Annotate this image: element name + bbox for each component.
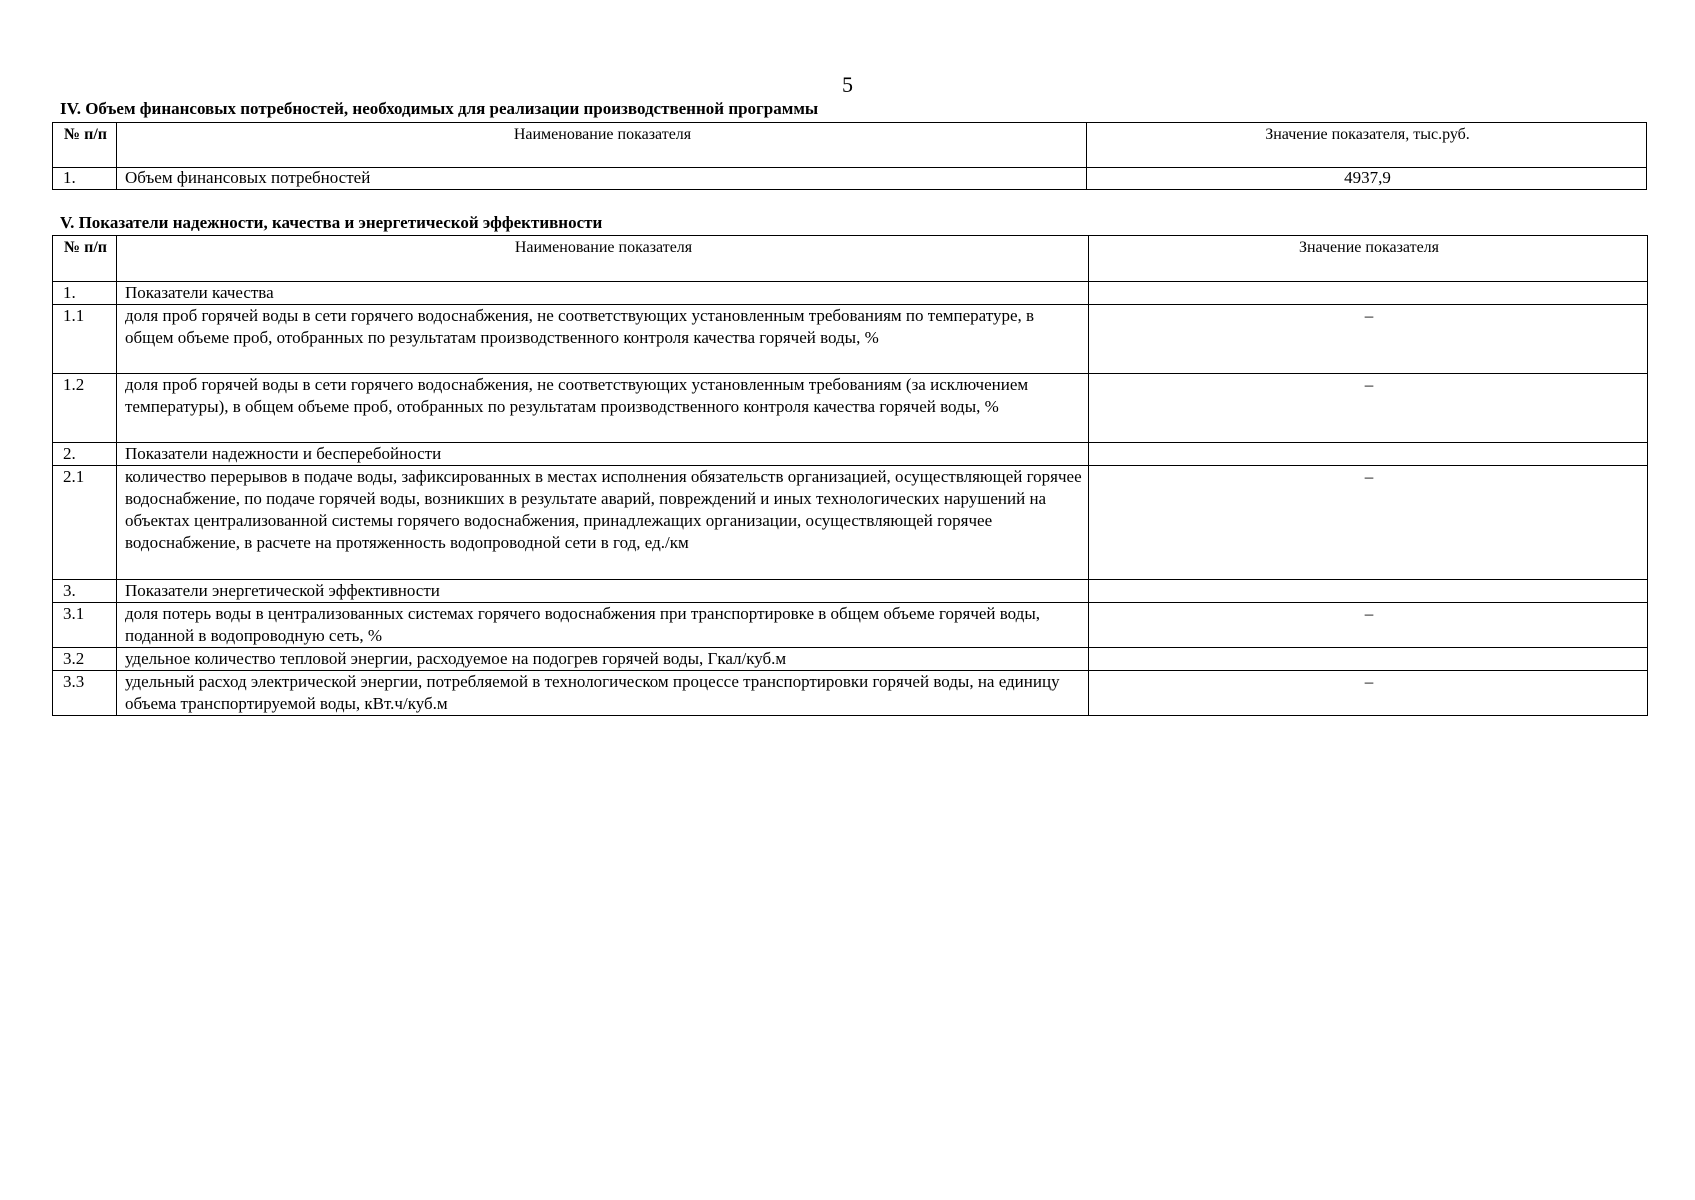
row-name: количество перерывов в подаче воды, зафиксированных в местах исполнения обязательств организацией, осуществляющей горячее водоснабжение, по подаче горячей воды, возникших в результате аварий, повреждений и иных технологических нарушений на объектах централизованной системы горячего водоснабжения, принадлежащих организации, осуществляющей горячее водоснабжение, в расчете на протяженность водопроводной сети в год, ед./км [117, 466, 1089, 580]
table-row [53, 374, 1648, 443]
row-num: 2. [53, 443, 117, 466]
header-value: Значение показателя, тыс.руб. [1087, 123, 1647, 168]
section-iv-title: IV. Объем финансовых потребностей, необходимых для реализации производственной программы [60, 99, 819, 118]
header-value: Значение показателя [1089, 236, 1648, 282]
row-name: удельное количество тепловой энергии, расходуемое на подогрев горячей воды, Гкал/куб.м [117, 648, 1089, 671]
row-value: – [1089, 466, 1648, 580]
row-name: Показатели энергетической эффективности [117, 580, 1089, 603]
row-value: 4937,9 [1087, 168, 1647, 190]
table-header-row [53, 123, 1647, 168]
row-name: Объем финансовых потребностей [117, 168, 1087, 190]
table-row [53, 671, 1648, 716]
row-num: 3.1 [53, 603, 117, 648]
row-value [1089, 580, 1648, 603]
table-row [53, 282, 1648, 305]
row-value: – [1089, 671, 1648, 716]
row-value: – [1089, 305, 1648, 374]
table-row [53, 580, 1648, 603]
table-row [53, 443, 1648, 466]
header-num: № п/п [53, 236, 117, 282]
row-num: 1.2 [53, 374, 117, 443]
row-value [1089, 282, 1648, 305]
row-value [1089, 648, 1648, 671]
row-value: – [1089, 374, 1648, 443]
header-name: Наименование показателя [117, 123, 1087, 168]
header-name: Наименование показателя [117, 236, 1089, 282]
header-num: № п/п [53, 123, 117, 168]
row-num: 2.1 [53, 466, 117, 580]
table-row [53, 648, 1648, 671]
table-row [53, 466, 1648, 580]
financial-needs-table [52, 122, 1647, 190]
row-name: Показатели надежности и бесперебойности [117, 443, 1089, 466]
row-num: 1. [53, 168, 117, 190]
row-name: удельный расход электрической энергии, потребляемой в технологическом процессе транспортировки горячей воды, на единицу объема транспортируемой воды, кВт.ч/куб.м [117, 671, 1089, 716]
table-header-row [53, 236, 1648, 282]
row-name: доля потерь воды в централизованных системах горячего водоснабжения при транспортировке в общем объеме горячей воды, поданной в водопроводную сеть, % [117, 603, 1089, 648]
table-row [53, 603, 1648, 648]
row-num: 1.1 [53, 305, 117, 374]
table-row [53, 305, 1648, 374]
row-name: доля проб горячей воды в сети горячего водоснабжения, не соответствующих установленным требованиям по температуре, в общем объеме проб, отобранных по результатам производственного контроля качества горячей воды, % [117, 305, 1089, 374]
table-row [53, 168, 1647, 190]
row-num: 3.2 [53, 648, 117, 671]
row-value [1089, 443, 1648, 466]
row-num: 3.3 [53, 671, 117, 716]
row-num: 1. [53, 282, 117, 305]
row-value: – [1089, 603, 1648, 648]
section-v-title: V. Показатели надежности, качества и энергетической эффективности [60, 213, 603, 232]
page-number: 5 [842, 72, 853, 97]
row-name: Показатели качества [117, 282, 1089, 305]
row-name: доля проб горячей воды в сети горячего водоснабжения, не соответствующих установленным требованиям (за исключением температуры), в общем объеме проб, отобранных по результатам производственного контроля качества горячей воды, % [117, 374, 1089, 443]
indicators-table [52, 235, 1648, 716]
row-num: 3. [53, 580, 117, 603]
